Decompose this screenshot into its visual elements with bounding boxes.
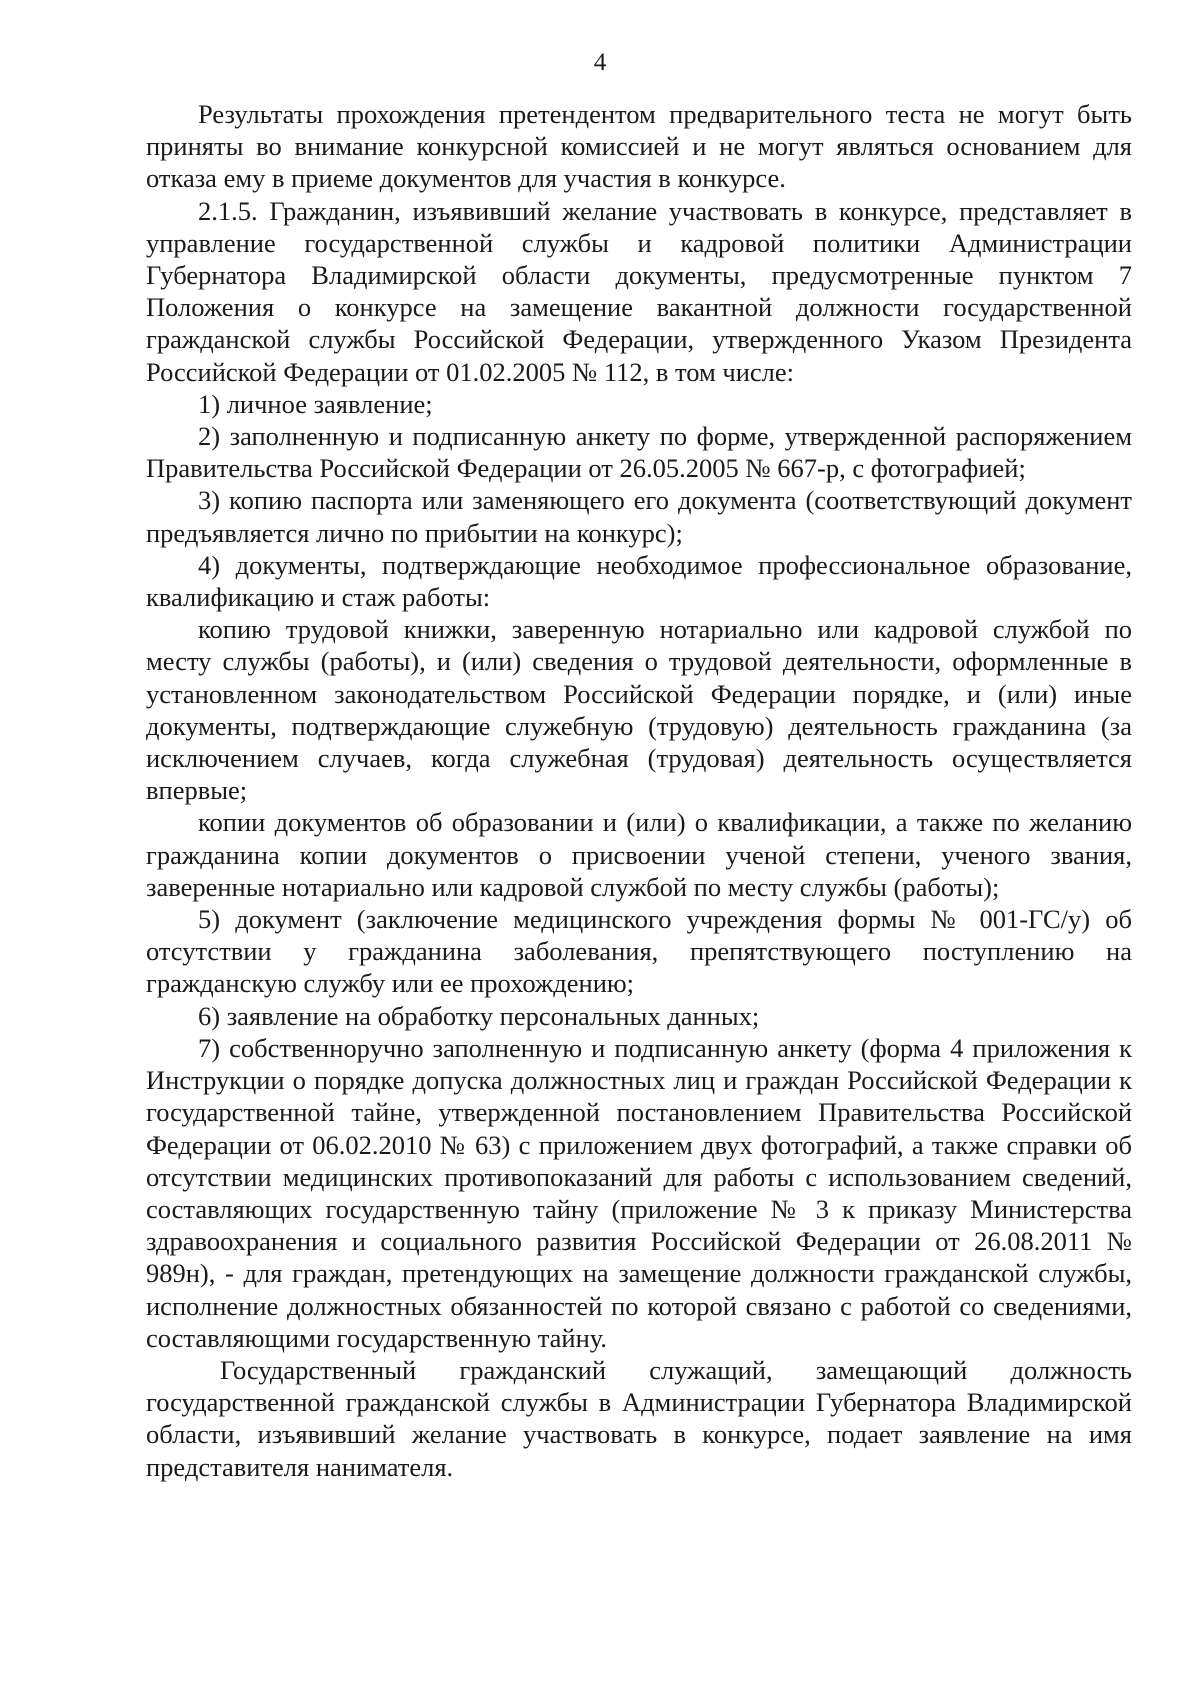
list-item-4: 4) документы, подтверждающие необходимое профессиональное образование, квалификацию и стаж работы: [146, 549, 1132, 613]
list-item-1: 1) личное заявление; [198, 388, 433, 419]
list-item-7: 7) собственноручно заполненную и подписанную анкету (форма 4 приложения к Инструкции о порядке допуска должностных лиц и граждан Российской Федерации к государственной тайне, утвержденной постановлением Правительства Российской Федерации от 06.02.2010 № 63) с приложением двух фотографий, а также справки об отсутствии медицинских противопоказаний для работы с использованием сведений, составляющих государственную тайну (приложение № 3 к приказу Министерства здравоохранения и социального развития Российской Федерации от 26.08.2011 № 989н), - для граждан, претендующих на замещение должности гражданской службы, исполнение должностных обязанностей по которой связано с работой со сведениями, составляющими государственную тайну. [146, 1032, 1132, 1353]
list-item-5: 5) документ (заключение медицинского учреждения формы № 001-ГС/у) об отсутствии у гражданина заболевания, препятствующего поступлению на гражданскую службу или ее прохождению; [146, 904, 1132, 999]
paragraph-test-results: Результаты прохождения претендентом предварительного теста не могут быть приняты во внимание конкурсной комиссией и не могут являться основанием для отказа ему в приеме документов для участия в конкурсе. [146, 99, 1132, 194]
page-number: 4 [593, 49, 607, 76]
list-item-3: 3) копию паспорта или заменяющего его документа (соответствующий документ предъявляется лично по прибытии на конкурс); [146, 485, 1132, 548]
list-item-2: 2) заполненную и подписанную анкету по форме, утвержденной распоряжением Правительства Российской Федерации от 26.05.2005 № 667-р, с фотографией; [146, 421, 1132, 484]
list-item-6: 6) заявление на обработку персональных данных; [198, 1000, 760, 1031]
paragraph-2-1-5: 2.1.5. Гражданин, изъявивший желание участвовать в конкурсе, представляет в управление государственной службы и кадровой политики Администрации Губернатора Владимирской области документы, предусмотренные пунктом 7 Положения о конкурсе на замещение вакантной должности государственной гражданской службы Российской Федерации, утвержденного Указом Президента Российской Федерации от 01.02.2005 № 112, в том числе: [146, 195, 1132, 387]
sub-item-education-docs: копии документов об образовании и (или) о квалификации, а также по желанию гражданина копии документов о присвоении ученой степени, ученого звания, заверенные нотариально или кадровой службой по месту службы (работы); [146, 807, 1132, 902]
document-body [146, 98, 1132, 1483]
sub-item-work-book: копию трудовой книжки, заверенную нотариально или кадровой службой по месту службы (работы), и (или) сведения о трудовой деятельности, оформленные в установленном законодательством Российской Федерации порядке, и (или) иные документы, подтверждающие служебную (трудовую) деятельность гражданина (за исключением случаев, когда служебная (трудовая) деятельность осуществляется впервые; [146, 614, 1132, 806]
paragraph-civil-servant: Государственный гражданский служащий, замещающий должность государственной гражданской службы в Администрации Губернатора Владимирской области, изъявивший желание участвовать в конкурсе, подает заявление на имя представителя нанимателя. [146, 1354, 1132, 1482]
